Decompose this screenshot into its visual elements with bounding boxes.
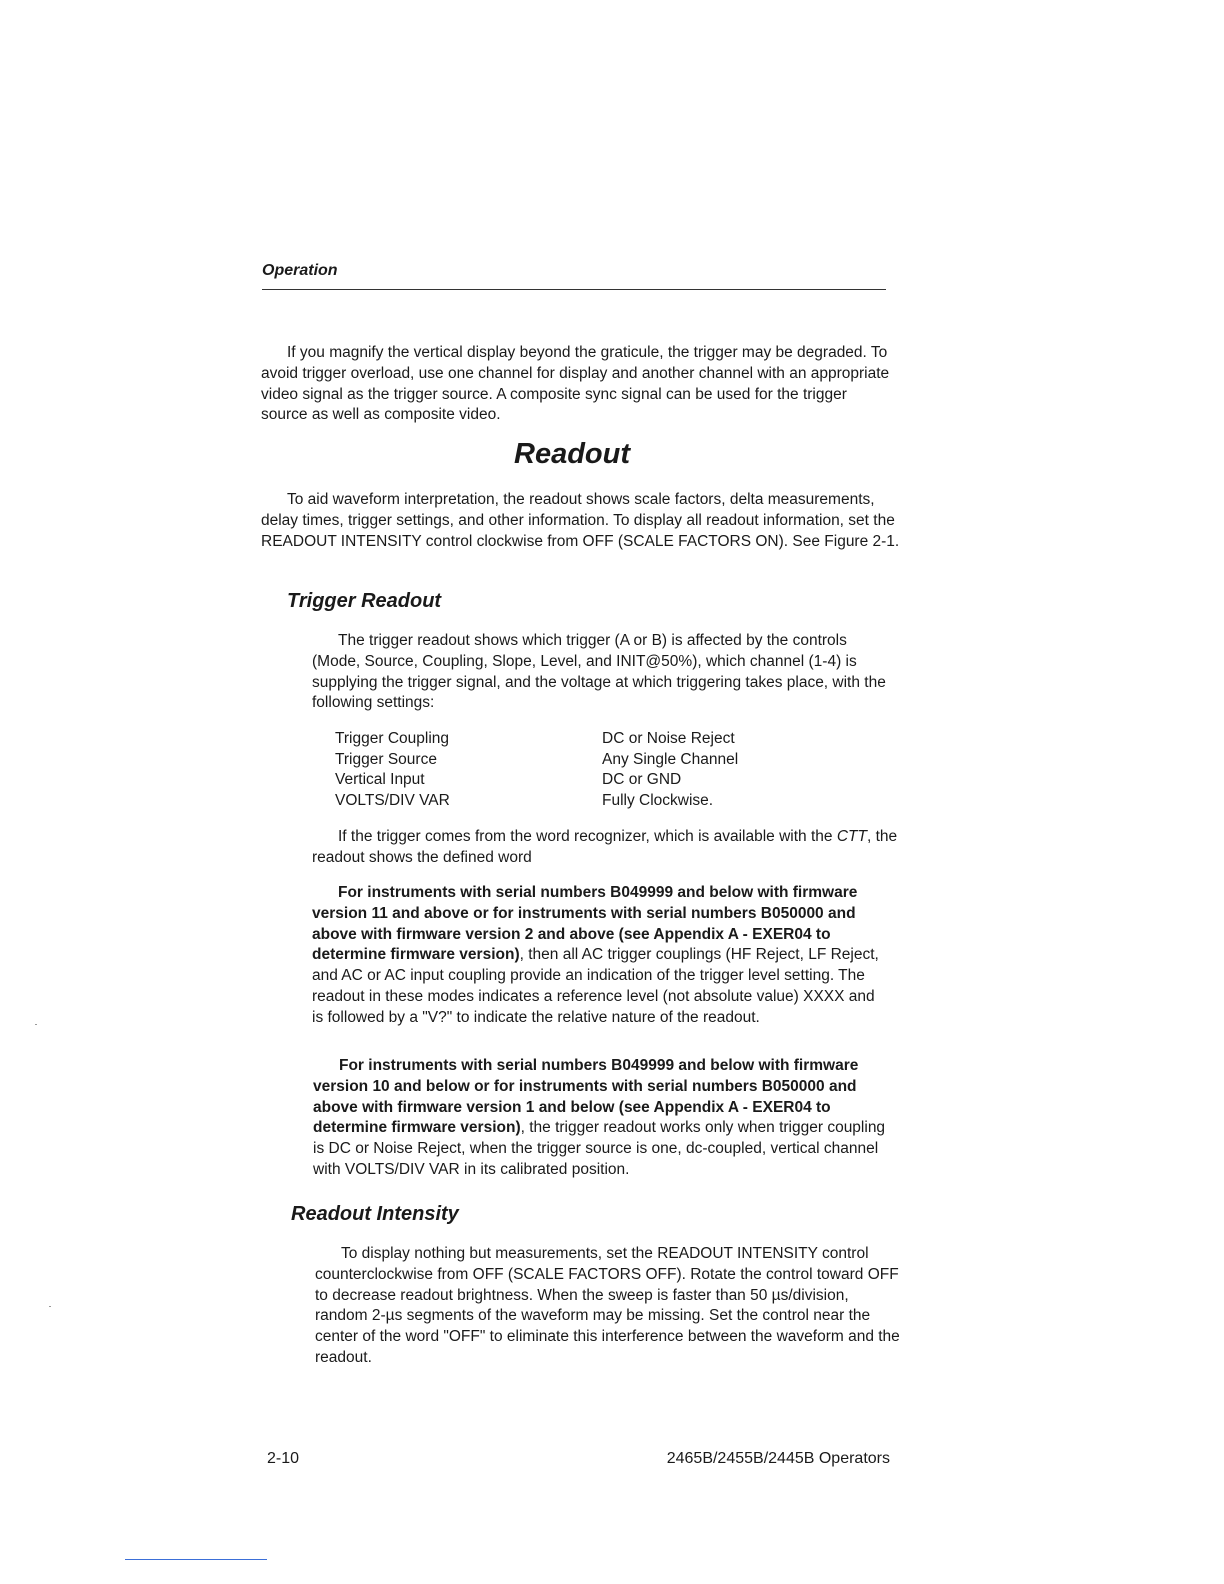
intro-text: If you magnify the vertical display beyond the graticule, the trigger may be degraded. To avoid trigger overload, use one channel for display and another channel with an appropriate video signal as the trigger source. A composite sync signal can be used for the trigger source as well as composite video. [261,344,890,424]
intro-paragraph [261,343,891,426]
ctt-option: CTT [836,828,867,845]
page-number: 2-10 [267,1450,300,1467]
readout-paragraph [261,490,901,552]
settings-row [335,729,738,750]
setting-name: Trigger Source [335,750,437,768]
firmware-new-bold: For instruments with serial numbers B049999 and below with firmware version 11 and above or for instruments with serial numbers B050000 and above with firmware version 2 and above (see Appendix A - EXER04 to determine firmware version) [312,884,858,964]
firmware-old-text: , the trigger readout works only when trigger coupling is DC or Noise Reject, when the trigger source is one, dc-coupled, vertical channel with VOLTS/DIV VAR in its calibrated position. [313,1119,886,1178]
setting-name: Trigger Coupling [335,730,450,747]
word-recognizer-post: , the readout shows the defined word [312,828,898,866]
firmware-new-text: , then all AC trigger couplings (HF Reject, LF Reject, and AC or AC input coupling provide an indication of the trigger level setting. The readout in these modes indicates a reference level (not absolute value) XXXX and is followed by a "V?" to indicate the relative nature of the readout. [312,946,879,1026]
setting-value: DC or GND [602,771,682,788]
firmware-old-bold: For instruments with serial numbers B049999 and below with firmware version 10 and below or for instruments with serial numbers B050000 and above with firmware version 1 and below (see Appendix A - EXER04 to determine firmware version) [313,1057,859,1137]
readout-intensity-paragraph [315,1244,905,1369]
readout-text: To aid waveform interpretation, the readout shows scale factors, delta measurements, delay times, trigger settings, and other information. To display all readout information, set the READOUT INTENSITY control clockwise from OFF (SCALE FACTORS ON). See Figure 2-1. [261,491,900,550]
firmware-old-paragraph [313,1056,888,1181]
settings-row [335,791,738,812]
settings-row [335,770,738,791]
setting-value: DC or Noise Reject [602,730,735,747]
setting-value: Any Single Channel [602,750,739,768]
page-title: Readout [514,438,630,470]
scan-speck [49,1306,51,1307]
word-recognizer-paragraph [312,827,902,869]
settings-row [335,750,738,771]
trigger-readout-text: The trigger readout shows which trigger (A or B) is affected by the controls (Mode, Source, Coupling, Slope, Level, and INIT@50%), which channel (1-4) is supplying the trigger signal, and the voltage at which triggering takes place, with the following settings: [312,632,886,712]
header-rule [262,289,886,290]
trigger-readout-paragraph [312,631,892,714]
trigger-readout-heading: Trigger Readout [287,590,442,612]
firmware-new-paragraph [312,883,887,1029]
setting-name: Vertical Input [335,771,425,788]
word-recognizer-pre: If the trigger comes from the word recognizer, which is available with the [338,828,837,845]
bottom-edge-line [125,1559,267,1560]
section-header: Operation [262,262,338,279]
trigger-settings-table [335,729,738,811]
scan-speck [35,1024,37,1025]
readout-intensity-text: To display nothing but measurements, set the READOUT INTENSITY control counterclockwise from OFF (SCALE FACTORS OFF). Rotate the control toward OFF to decrease readout brightness. When the sweep is faster than 50 µs/division, random 2-µs segments of the waveform may be missing. Set the control near the center of the word "OFF" to eliminate this interference between the waveform and the readout. [315,1245,900,1366]
manual-title: 2465B/2455B/2445B Operators [666,1450,890,1467]
setting-value: Fully Clockwise. [602,791,714,809]
setting-name: VOLTS/DIV VAR [335,791,450,809]
readout-intensity-heading: Readout Intensity [291,1203,459,1225]
